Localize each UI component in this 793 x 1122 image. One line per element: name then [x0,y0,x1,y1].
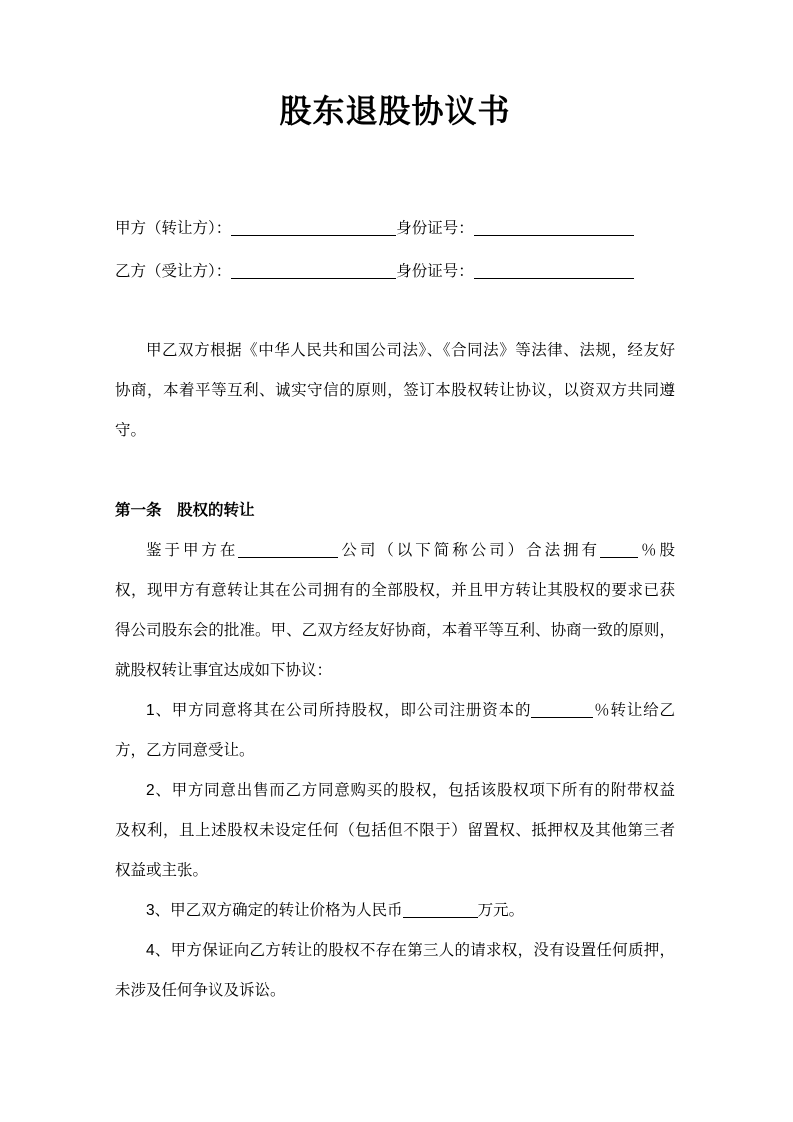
intro-paragraph [115,331,675,451]
document-body [115,207,675,1011]
blank-underline [600,556,638,558]
text-line [115,411,675,451]
document-title: 股东退股协议书 [279,93,511,129]
text-segment: 甲方（转让方）： [115,220,232,237]
text-segment: 3、甲乙双方确定的转让价格为人民币 [146,902,403,919]
section-1-heading [115,491,675,531]
text-segment: 2、甲方同意出售而乙方同意购买的股权，包括该股权项下所有的附带权益 [146,782,675,799]
text-segment: 万元。 [477,902,525,919]
blank-underline [238,556,338,558]
text-line [115,931,675,971]
text-segment: 4、甲方保证向乙方转让的股权不存在第三人的请求权，没有设置任何质押， [146,942,675,959]
party-fields [115,207,675,293]
text-segment: 公司（以下简称公司）合法拥有 [338,542,601,559]
text-line [115,371,675,411]
text-segment: 1、甲方同意将其在公司所持股权，即公司注册资本的 [146,702,532,719]
text-line [115,691,675,731]
clause-4 [115,931,675,1011]
clause-1 [115,691,675,771]
text-line [115,771,675,811]
text-segment: 鉴于甲方在 [146,542,239,559]
party-b-line [115,250,675,293]
text-segment: 就股权转让事宜达成如下协议： [115,662,333,679]
text-line [115,811,675,851]
party-a-line [115,207,675,250]
clause-2 [115,771,675,891]
text-line [115,531,675,571]
text-line [115,851,675,891]
text-segment: 身份证号： [396,220,474,237]
text-segment: 甲乙双方根据《中华人民共和国公司法》、《合同法》等法律、法规，经友好 [146,342,675,359]
blank-underline [531,716,593,718]
text-segment: 权，现甲方有意转让其在公司拥有的全部股权，并且甲方转让其股权的要求已获 [115,582,675,599]
text-segment: 身份证号： [396,263,474,280]
section-heading-text: 第一条 股权的转让 [115,502,255,519]
text-line [115,891,675,931]
text-segment: 未涉及任何争议及诉讼。 [115,982,286,999]
text-segment: ％股 [638,542,675,559]
text-line [115,651,675,691]
blank-underline [403,916,478,918]
blank-underline [231,277,396,279]
text-segment: ％转让给乙 [593,702,675,719]
blank-underline [474,277,634,279]
text-segment: 方，乙方同意受让。 [115,742,255,759]
text-segment: 权益或主张。 [115,862,209,879]
text-segment: 得公司股东会的批准。甲、乙双方经友好协商，本着平等互利、协商一致的原则， [115,622,675,639]
text-line [115,571,675,611]
blank-underline [231,234,396,236]
text-segment: 协商，本着平等互利、诚实守信的原则，签订本股权转让协议，以资双方共同遵 [115,382,675,399]
clause-3 [115,891,675,931]
text-line [115,971,675,1011]
text-segment: 及权利，且上述股权未设定任何（包括但不限于）留置权、抵押权及其他第三者 [115,822,675,839]
text-line [115,611,675,651]
section-1-opening [115,531,675,691]
text-line [115,731,675,771]
text-line [115,331,675,371]
text-segment: 守。 [115,422,147,439]
blank-underline [474,234,634,236]
text-segment: 乙方（受让方）： [115,263,232,280]
